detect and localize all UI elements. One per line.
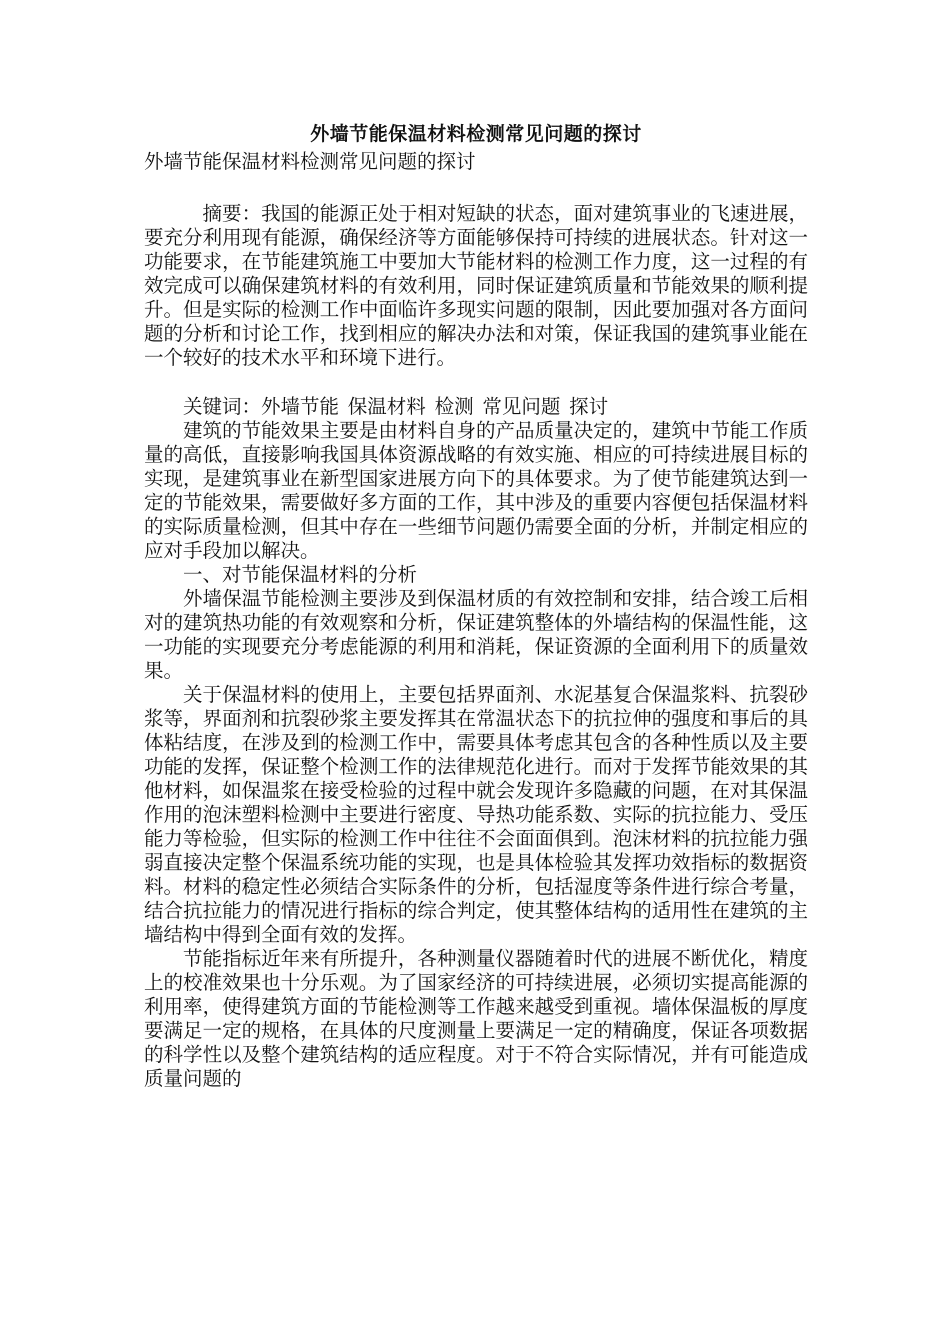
document-subtitle: 外墙节能保温材料检测常见问题的探讨 [144, 150, 476, 173]
body-paragraph: 建筑的节能效果主要是由材料自身的产品质量决定的，建筑中节能工作质量的高低，直接影响我国具体资源战略的有效实施、相应的可持续进展目标的实现，是建筑事业在新型国家进展方向下的具体要求。为了使节能建筑达到一定的节能效果，需要做好多方面的工作，其中涉及的重要内容便包括保温材料的实际质量检测，但其中存在一些细节问题仍需要全面的分析，并制定相应的应对手段加以解决。 [144, 419, 808, 562]
body-paragraph: 节能指标近年来有所提升，各种测量仪器随着时代的进展不断优化，精度上的校准效果也十分乐观。为了国家经济的可持续进展，必须切实提高能源的利用率，使得建筑方面的节能检测等工作越来越受到重视。墙体保温板的厚度要满足一定的规格，在具体的尺度测量上要满足一定的精确度，保证各项数据的科学性以及整个建筑结构的适应程度。对于不符合实际情况，并有可能造成质量问题的 [144, 947, 808, 1090]
keyword-item: 外墙节能 [261, 395, 340, 418]
keywords-label: 关键词： [183, 395, 262, 418]
keywords-line [144, 395, 808, 419]
document-title: 外墙节能保温材料检测常见问题的探讨 [310, 123, 642, 145]
body-paragraph: 关于保温材料的使用上，主要包括界面剂、水泥基复合保温浆料、抗裂砂浆等，界面剂和抗裂砂浆主要发挥其在常温状态下的抗拉伸的强度和事后的具体粘结度，在涉及到的检测工作中，需要具体考虑其包含的各种性质以及主要功能的发挥，保证整个检测工作的法律规范化进行。而对于发挥节能效果的其他材料，如保温浆在接受检验的过程中就会发现许多隐藏的问题，在对其保温作用的泡沫塑料检测中主要进行密度、导热功能系数、实际的抗拉能力、受压能力等检验，但实际的检测工作中往往不会面面俱到。泡沫材料的抗拉能力强弱直接决定整个保温系统功能的实现，也是具体检验其发挥功效指标的数据资料。材料的稳定性必须结合实际条件的分析，包括湿度等条件进行综合考量，结合抗拉能力的情况进行指标的综合判定，使其整体结构的适用性在建筑的主墙结构中得到全面有效的发挥。 [144, 683, 808, 946]
keyword-item: 检测 [434, 395, 474, 418]
section-heading: 一、对节能保温材料的分析 [183, 563, 418, 586]
abstract-paragraph: 摘要：我国的能源正处于相对短缺的状态，面对建筑事业的飞速进展，要充分利用现有能源，确保经济等方面能够保持可持续的进展状态。针对这一功能要求，在节能建筑施工中要加大节能材料的检测工作力度，这一过程的有效完成可以确保建筑材料的有效利用，同时保证建筑质量和节能效果的顺利提升。但是实际的检测工作中面临许多现实问题的限制，因此要加强对各方面问题的分析和讨论工作，找到相应的解决办法和对策，保证我国的建筑事业能在一个较好的技术水平和环境下进行。 [144, 202, 808, 369]
keyword-item: 探讨 [569, 395, 609, 418]
body-paragraph: 外墙保温节能检测主要涉及到保温材质的有效控制和安排，结合竣工后相对的建筑热功能的有效观察和分析，保证建筑整体的外墙结构的保温性能，这一功能的实现要充分考虑能源的利用和消耗，保证资源的全面利用下的质量效果。 [144, 587, 808, 682]
document-page [144, 120, 808, 1091]
keyword-item: 常见问题 [482, 395, 561, 418]
keyword-item: 保温材料 [347, 395, 426, 418]
